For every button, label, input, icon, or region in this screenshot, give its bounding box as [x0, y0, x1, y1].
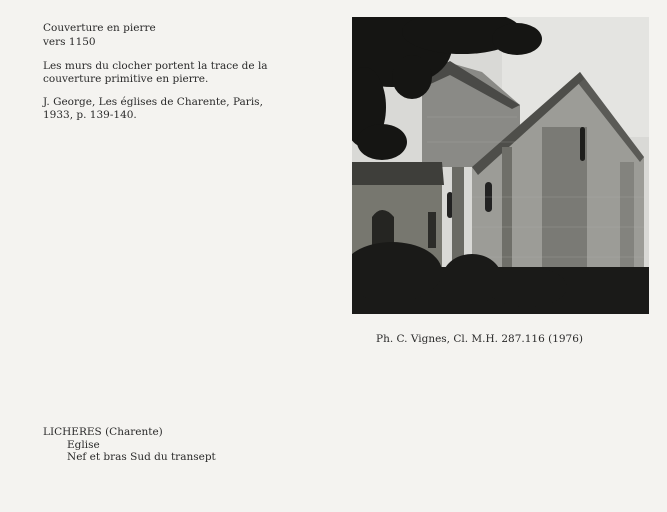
notes-description-line1: Les murs du clocher portent la trace de la — [43, 60, 268, 72]
location-building: Eglise — [67, 439, 100, 451]
notes-reference-line2: 1933, p. 139-140. — [43, 109, 137, 121]
location-place: LICHERES (Charente) — [43, 426, 163, 438]
location-subject: Nef et bras Sud du transept — [67, 451, 216, 463]
photo-credit: Ph. C. Vignes, Cl. M.H. 287.116 (1976) — [376, 333, 584, 345]
church-photograph — [352, 17, 649, 314]
notes-title: Couverture en pierre — [43, 22, 156, 34]
notes-description-line2: couverture primitive en pierre. — [43, 73, 209, 85]
notes-reference-line1: J. George, Les églises de Charente, Paris, — [43, 96, 263, 108]
notes-date: vers 1150 — [43, 36, 96, 48]
